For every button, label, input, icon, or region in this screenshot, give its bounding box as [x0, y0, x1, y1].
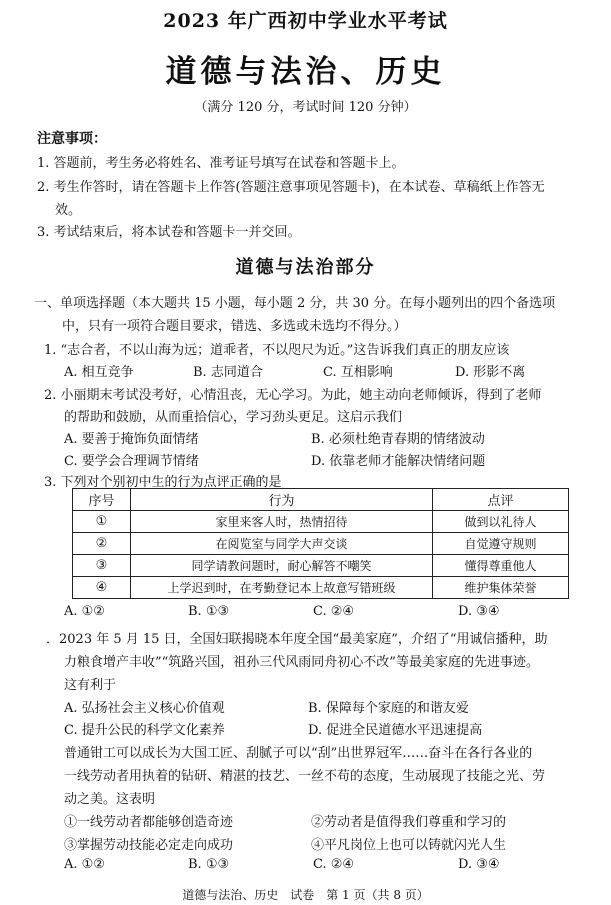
- q4-option-a: A. 弘扬社会主义核心价值观: [64, 701, 225, 716]
- table-cell: ①: [73, 511, 131, 533]
- notice-item-2-cont: 效。: [55, 203, 82, 218]
- q1-option-a: A. 相互竞争: [64, 365, 134, 380]
- exam-info: （满分 120 分，考试时间 120 分钟）: [194, 100, 417, 115]
- table-cell: 家里来客人时，热情招待: [131, 511, 433, 533]
- q5-option-b: B. ①③: [188, 857, 230, 872]
- table-cell: 维护集体荣誉: [433, 577, 569, 599]
- table-row: [73, 533, 569, 555]
- q3-stem: 3. 下列对个别初中生的行为点评正确的是: [44, 475, 282, 490]
- table-cell: 在阅览室与同学大声交谈: [131, 533, 433, 555]
- q5-statement-2: ②劳动者是值得我们尊重和学习的: [311, 815, 507, 830]
- table-header: 序号: [73, 489, 131, 511]
- q3-option-a: A. ①②: [64, 604, 105, 619]
- page-footer: 道德与法治、历史 试卷 第 1 页（共 8 页）: [182, 888, 429, 902]
- q2-option-b: B. 必须杜绝青春期的情绪波动: [311, 432, 485, 447]
- q5-option-a: A. ①②: [64, 857, 105, 872]
- table-cell: ②: [73, 533, 131, 555]
- q5-statement-1: ①一线劳动者都能够创造奇迹: [64, 815, 234, 830]
- q5-statement-3: ③掌握劳动技能必定走向成功: [64, 838, 234, 853]
- q4-stem-line3: 这有利于: [64, 678, 117, 693]
- q5-statement-4: ④平凡岗位上也可以铸就闪光人生: [311, 838, 507, 853]
- table-cell: 同学请教问题时，耐心解答不嘲笑: [131, 555, 433, 577]
- q3-option-b: B. ①③: [188, 604, 230, 619]
- q5-stem-line2: 一线劳动者用执着的钻研、精湛的技艺、一丝不苟的态度，生动展现了技能之光、劳: [64, 769, 546, 784]
- section-title: 道德与法治部分: [235, 257, 376, 278]
- table-row: [73, 577, 569, 599]
- q1-option-d: D. 形影不离: [455, 365, 526, 380]
- q1-option-b: B. 志同道合: [193, 365, 263, 380]
- q3-table: [72, 488, 569, 599]
- table-cell: ④: [73, 577, 131, 599]
- table-cell: 懂得尊重他人: [433, 555, 569, 577]
- exam-title: 2023 年广西初中学业水平考试: [163, 10, 448, 32]
- q2-option-a: A. 要善于掩饰负面情绪: [64, 432, 199, 447]
- table-cell: 上学迟到时，在考勤登记本上故意写错班级: [131, 577, 433, 599]
- table-row: [73, 511, 569, 533]
- q5-stem-line1: 普通钳工可以成长为大国工匠、刮腻子可以“刮”出世界冠军……奋斗在各行各业的: [64, 746, 533, 761]
- table-header: 点评: [433, 489, 569, 511]
- notice-item-2: 2. 考生作答时，请在答题卡上作答(答题注意事项见答题卡)，在本试卷、草稿纸上作答无: [37, 180, 545, 195]
- table-header-row: [73, 489, 569, 511]
- q5-option-d: D. ③④: [458, 857, 500, 872]
- q4-option-b: B. 保障每个家庭的和谐友爱: [308, 701, 469, 716]
- notice-title: 注意事项：: [37, 131, 107, 147]
- q3-option-c: C. ②④: [313, 604, 355, 619]
- q5-option-c: C. ②④: [313, 857, 355, 872]
- q5-stem-line3: 动之美。这表明: [64, 792, 156, 807]
- table-cell: ③: [73, 555, 131, 577]
- q1-stem: 1. “志合者，不以山海为远；道乖者，不以咫尺为近。”这告诉我们真正的朋友应该: [44, 343, 510, 358]
- subject-title: 道德与法治、历史: [165, 54, 446, 90]
- table-cell: 做到以礼待人: [433, 511, 569, 533]
- q4-option-d: D. 促进全民道德水平迅速提高: [308, 723, 483, 738]
- q2-stem-line1: 2. 小丽期末考试没考好，心情沮丧，无心学习。为此，她主动向老师倾诉，得到了老师: [44, 388, 542, 403]
- notice-item-3: 3. 考试结束后，将本试卷和答题卡一并交回。: [37, 225, 301, 240]
- q4-stem-line1: ．2023 年 5 月 15 日，全国妇联揭晓本年度全国“最美家庭”，介绍了“用诚信播种，助: [46, 632, 548, 647]
- part1-heading: 一、单项选择题（本大题共 15 小题，每小题 2 分，共 30 分。在每小题列出的四个备选项: [34, 296, 556, 311]
- table-cell: 自觉遵守规则: [433, 533, 569, 555]
- part1-heading-cont: 中，只有一项符合题目要求，错选、多选或未选均不得分。）: [62, 319, 407, 334]
- q2-option-d: D. 依靠老师才能解决情绪问题: [311, 454, 486, 469]
- q2-stem-line2: 的帮助和鼓励，从而重拾信心，学习劲头更足。这启示我们: [64, 410, 403, 425]
- table-header: 行为: [131, 489, 433, 511]
- notice-item-1: 1. 答题前，考生务必将姓名、准考证号填写在试卷和答题卡上。: [37, 156, 405, 171]
- table-row: [73, 555, 569, 577]
- q4-stem-line2: 力粮食增产丰收”“筑路兴国，祖孙三代风雨同舟初心不改”等最美家庭的先进事迹。: [64, 655, 539, 670]
- q3-option-d: D. ③④: [458, 604, 500, 619]
- q4-option-c: C. 提升公民的科学文化素养: [64, 723, 225, 738]
- q1-option-c: C. 互相影响: [323, 365, 393, 380]
- q2-option-c: C. 要学会合理调节情绪: [64, 454, 199, 469]
